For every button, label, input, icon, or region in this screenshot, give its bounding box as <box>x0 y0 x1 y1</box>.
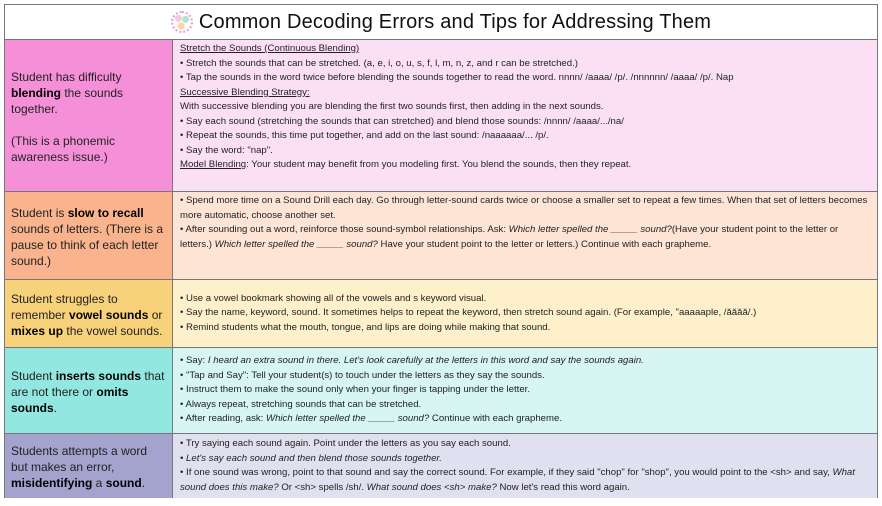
table-row <box>5 192 877 280</box>
error-cell <box>5 348 173 433</box>
error-keyword: sound <box>105 476 142 490</box>
tip-item: • Repeat the sounds, this time put together, and add on the last sound: /naaaaaa/... /p/. <box>180 130 549 141</box>
tips-cell <box>173 280 877 347</box>
error-description: Student has difficulty blending the sounds together. <box>11 69 124 116</box>
tip-item: Model Blending: Your student may benefit from you modeling first. You blend the sounds, then they repeat. <box>180 159 632 170</box>
tip-item: • Tap the sounds in the word twice before blending the sounds together to read the word. nnnn/ /aaaa/ /p/. /nnnnnn/ /aaaa/ /p/. Nap <box>180 72 734 83</box>
tips-cell <box>173 434 877 498</box>
logo-icon <box>171 11 193 33</box>
tip-item: • After sounding out a word, reinforce those sound-symbol relationships. Ask: Which letter spelled the _____ sound?(Have your student point to the letter or letters.) Which letter spelled the _____ sound? Have your student point to the letter or letters.) Continue with each grapheme. <box>180 224 839 250</box>
tip-item: • Let's say each sound and then blend those sounds together. <box>180 452 442 464</box>
tip-item: With successive blending you are blending the first two sounds first, then adding in the next sounds. <box>180 101 604 112</box>
error-keyword: mixes up <box>11 323 64 338</box>
tip-item: • Stretch the sounds that can be stretched. (a, e, i, o, u, s, f, l, m, n, z, and r can be stretched.) <box>180 57 578 69</box>
tip-item: • Remind students what the mouth, tongue, and lips are doing while making that sound. <box>180 321 551 333</box>
tip-item: • Say the name, keyword, sound. It sometimes helps to repeat the keyword, then stretch sound again. (For example, "aaaaaple, /ăăăă/.) <box>180 307 757 319</box>
error-keyword: inserts sounds <box>55 368 142 383</box>
table-row <box>5 280 877 348</box>
table-row <box>5 348 877 434</box>
tip-item: • If one sound was wrong, point to that sound and say the correct sound. For example, if they said "chop" for "shop", you would point to the <sh> and say, What sound does this make? Or <sh> spells /sh/. What sound does <sh> make? Now let's read this word again. <box>180 467 855 493</box>
error-keyword: misidentifying <box>11 476 93 490</box>
error-keyword: omits sounds <box>11 384 129 415</box>
tip-heading: Stretch the Sounds (Continuous Blending) <box>180 43 360 54</box>
tip-item: • Always repeat, stretching sounds that can be stretched. <box>180 398 422 410</box>
error-cell <box>5 192 173 279</box>
error-cell <box>5 40 173 191</box>
tip-item: • Say: I heard an extra sound in there. Let's look carefully at the letters in this word and say the sounds again. <box>180 355 644 367</box>
error-description: Student is slow to recall sounds of letters. (There is a pause to think of each letter sound.) <box>11 205 164 268</box>
error-description: Students attempts a word but makes an error, misidentifying a sound. <box>11 444 148 490</box>
error-description: Student struggles to remember vowel sounds or mixes up the vowel sounds. <box>11 291 163 338</box>
error-cell <box>5 434 173 498</box>
table-row <box>5 40 877 192</box>
tips-cell <box>173 40 877 191</box>
error-note: (This is a phonemic awareness issue.) <box>11 133 116 164</box>
tip-item: • Instruct them to make the sound only when your finger is tapping under the letter. <box>180 384 530 396</box>
tip-item: • Say each sound (stretching the sounds that can stretched) and blend those sounds: /nnnn/ /aaaa/.../na/ <box>180 115 624 127</box>
tip-item: • After reading, ask: Which letter spelled the _____ sound? Continue with each grapheme. <box>180 413 563 425</box>
title-bar <box>5 5 877 40</box>
table-row <box>5 434 877 498</box>
page-title: Common Decoding Errors and Tips for Addressing Them <box>198 10 712 33</box>
error-keyword: blending <box>11 85 61 100</box>
error-description: Student inserts sounds that are not there or omits sounds. <box>11 368 165 415</box>
tip-item: • Spend more time on a Sound Drill each day. Go through letter-sound cards twice or choose a smaller set to repeat a few times. When that set of letters becomes more automatic, choose another set. <box>180 195 868 221</box>
tip-item: • "Tap and Say": Tell your student(s) to touch under the letters as they say the sounds. <box>180 369 545 381</box>
document-page <box>4 4 878 498</box>
tip-item: • Say the word: "nap". <box>180 144 273 156</box>
tips-cell <box>173 192 877 279</box>
error-cell <box>5 280 173 347</box>
error-keyword: slow to recall <box>67 205 144 220</box>
tip-heading: Successive Blending Strategy: <box>180 86 310 98</box>
tip-item: • Try saying each sound again. Point under the letters as you say each sound. <box>180 438 511 449</box>
error-keyword: vowel sounds <box>69 307 149 322</box>
tips-cell <box>173 348 877 433</box>
tip-item: • Use a vowel bookmark showing all of the vowels and s keyword visual. <box>180 292 487 304</box>
